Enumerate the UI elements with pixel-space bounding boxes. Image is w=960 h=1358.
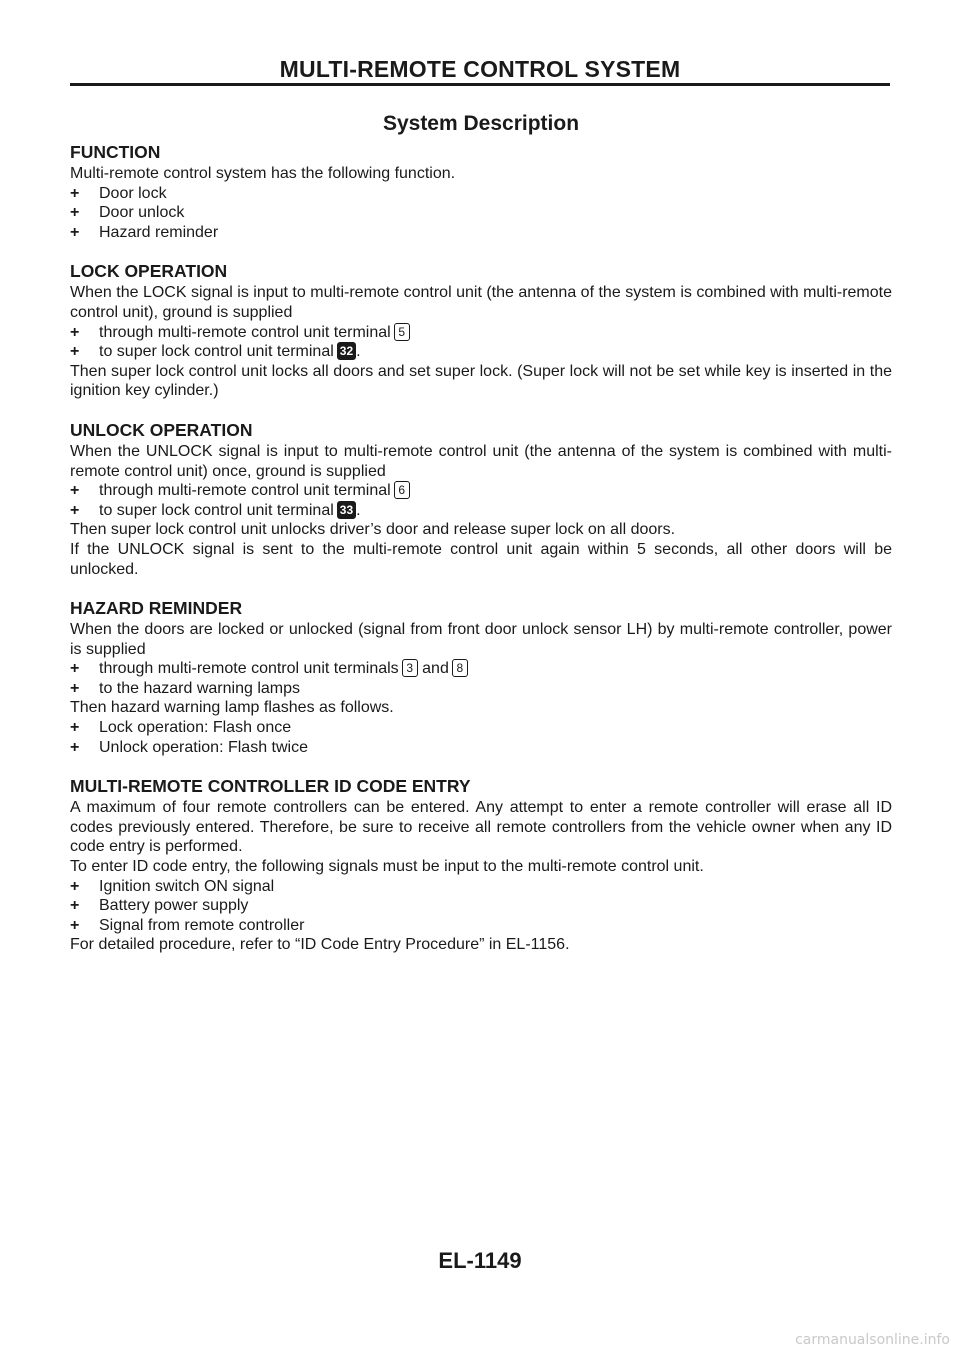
bullet-icon: + <box>70 738 80 756</box>
idcode-para-2: To enter ID code entry, the following signals must be input to the multi-remote control unit. <box>70 858 704 876</box>
list-item: + to super lock control unit terminal 32 . <box>70 343 361 361</box>
list-item: + to the hazard warning lamps <box>70 679 300 697</box>
bullet-icon: + <box>70 343 80 361</box>
section-heading-unlock: UNLOCK OPERATION <box>70 419 253 440</box>
list-item: + through multi-remote control unit terminal 5 <box>70 323 892 343</box>
bullet-icon: + <box>70 877 80 895</box>
terminal-number-icon: 33 <box>337 501 356 519</box>
list-item: + Door unlock <box>70 204 185 222</box>
hazard-middle: Then hazard warning lamp flashes as follows. <box>70 699 394 717</box>
bullet-icon: + <box>70 482 80 500</box>
lock-list <box>70 323 892 362</box>
section-heading-lock: LOCK OPERATION <box>70 261 228 282</box>
header-rule <box>70 83 890 86</box>
page-number: EL-1149 <box>438 1248 522 1273</box>
idcode-list <box>70 877 892 936</box>
function-intro: Multi-remote control system has the following function. <box>70 165 456 182</box>
bullet-icon: + <box>70 660 80 678</box>
section-heading-function: FUNCTION <box>70 142 161 162</box>
bullet-icon: + <box>70 204 80 222</box>
hazard-intro: When the doors are locked or unlocked (signal from front door unlock sensor LH) by multi-remote controller, power is supplied <box>70 621 892 658</box>
unlock-outro-2: If the UNLOCK signal is sent to the multi-remote control unit again within 5 seconds, all other doors will be unlocked. <box>70 540 892 578</box>
bullet-icon: + <box>70 501 80 519</box>
list-item: + Signal from remote controller <box>70 916 305 934</box>
section-heading-hazard: HAZARD REMINDER <box>70 598 243 619</box>
bullet-icon: + <box>70 323 80 341</box>
function-list <box>70 184 892 243</box>
idcode-outro: For detailed procedure, refer to “ID Code Entry Procedure” in EL-1156. <box>70 936 570 954</box>
terminal-number-icon: 3 <box>402 659 418 677</box>
bullet-icon: + <box>70 184 80 202</box>
bullet-icon: + <box>70 916 80 934</box>
list-item: + to super lock control unit terminal 33 . <box>70 501 361 519</box>
bullet-icon: + <box>70 679 80 697</box>
idcode-para-1: A maximum of four remote controllers can be entered. Any attempt to enter a remote controller will erase all ID codes previously entered. Therefore, be sure to receive all remote controllers from the vehicle owner when any ID code entry is performed. <box>70 799 892 856</box>
lock-intro: When the LOCK signal is input to multi-remote control unit (the antenna of the system is combined with multi-remote control unit), ground is supplied <box>70 284 892 321</box>
terminal-number-icon: 5 <box>394 323 410 341</box>
hazard-list-1 <box>70 659 892 698</box>
section-heading-idcode: MULTI-REMOTE CONTROLLER ID CODE ENTRY <box>70 776 471 797</box>
terminal-number-icon: 8 <box>452 659 468 677</box>
hazard-list-2 <box>70 718 892 757</box>
unlock-intro: When the UNLOCK signal is input to multi-remote control unit (the antenna of the system is combined with multi-remote control unit) once, ground is supplied <box>70 442 892 480</box>
unlock-list <box>70 481 892 520</box>
list-item: + through multi-remote control unit terminals 3 and 8 <box>70 659 892 679</box>
bullet-icon: + <box>70 719 80 737</box>
watermark: carmanualsonline.info <box>795 1332 950 1348</box>
page-header-title: MULTI-REMOTE CONTROL SYSTEM <box>279 56 681 82</box>
list-item: + Ignition switch ON signal <box>70 877 275 895</box>
list-item: + Battery power supply <box>70 897 249 915</box>
list-item: + Hazard reminder <box>70 223 219 241</box>
terminal-number-icon: 32 <box>337 342 356 360</box>
list-item: + Unlock operation: Flash twice <box>70 738 308 756</box>
list-item: + Lock operation: Flash once <box>70 719 292 737</box>
bullet-icon: + <box>70 223 80 241</box>
bullet-icon: + <box>70 897 80 915</box>
document-body <box>70 110 892 955</box>
lock-outro: Then super lock control unit locks all doors and set super lock. (Super lock will not be set while key is inserted in the ignition key cylinder.) <box>70 362 892 400</box>
unlock-outro-1: Then super lock control unit unlocks driver’s door and release super lock on all doors. <box>70 521 676 539</box>
page-title: System Description <box>382 112 580 135</box>
list-item: + through multi-remote control unit terminal 6 <box>70 481 892 501</box>
list-item: + Door lock <box>70 184 167 202</box>
terminal-number-icon: 6 <box>394 481 410 499</box>
